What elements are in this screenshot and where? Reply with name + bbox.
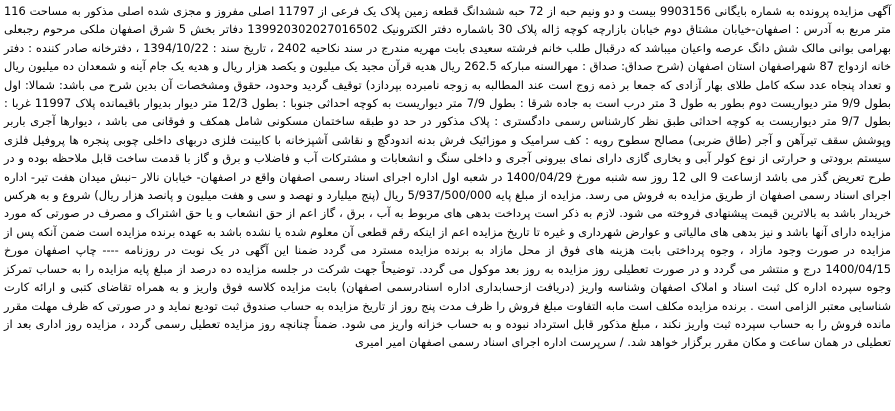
auction-notice-body: آگهی مزایده پرونده به شماره بایگانی 9903156 بیست و دو ونیم حبه از 72 حبه ششدانگ قطعه زمین پلاک یک فرعی از 11797 اصلی مفروز و مجزی شده اصلی مذکور به مساحت 116 متر مربع به آدرس : اصفهان-خیابان مشتاق دوم خیابان بازارچه کوچه ژاله پلاک 30 باشماره دفتر الکترونیک 139920302027016502 دفاتر بخش 5 شرق اصفهان ملکی مرحوم رجبعلی بهرامی بوانی مالک شش دانگ عرصه واعیان میباشد که درقبال طلب خانم فرشته سعیدی بابت مهریه مندرج در سند نکاحیه 2402 ، تاریخ سند : 1394/10/22 ، دفترخانه صادر کننده : دفتر خانه ازدواج 87 شهراصفهان استان اصفهان (شرح صداق: صداق : مهرالسنه مبارکه 262.5 ریال هدیه قرآن مجید یک میلیون و یکصد هزار ریال و هدیه یک جام آینه و شمعدان ده میلیون ریال و تعداد پنجاه عدد سکه کامل طلای بهار آزادی که جمعا بر ذمه زوج است عند المطالبه به زوجه نامبرده بپردازد) توقیف گردید وحدود، حقوق ومشخصات آن بدین شرح می باشد: شمالا: اول بطول 9/9 متر دیواریست دوم بطور به طول 3 متر درب است به جاده شرقا : بطول 7/9 متر دیواریست به کوچه احداثی جنوبا : بطول 12/3 متر دیوار بدیوار باقیمانده پلاک 11997 غربا : بطول 9/7 متر دیواریست به کوچه احداثی طبق نظر کارشناس رسمی دادگستری : پلاک مذکور در حد دو طبقه ساختمان مسکونی شامل همکف و فوقانی می باشد ، دیوارها آجری باربر وپوشش سقف تیرآهن و آجر (طاق ضربی) مصالح سطوح رویه : کف سرامیک و موزائیک فرش بدنه اندودگچ و نقاشی آشپزخانه با کابینت فلزی دربهای داخلی چوبی پنجره ها پروفیل فلزی سیستم برودتی و حرارتی از نوع کولر آبی و بخاری گازی دارای نمای بیرونی آجری و داخلی سنگ و انشعابات و مشترکات آب و فاضلاب و برق و گاز با قدمت ساخت قابل ملاحظه بوده و در طرح تعریض گذر می باشد ازساعت 9 الی 12 روز سه شنبه مورخ 1400/04/29 در شعبه اول اداره اجرای اسناد رسمی اصفهان واقع در اصفهان- خیابان نالار –نبش میدان هفت تیر- اداره اجرای اسناد رسمی اصفهان از طریق مزایده به فروش می رسد. مزایده از مبلغ پایه 5/937/500/000 ریال (پنج میلیارد و نهصد و سی و هفت میلیون و پانصد هزار ریال) شروع و به هرکس خریدار باشد به بالاترین قیمت پیشنهادی فروخته می شود. لازم به ذکر است پرداخت بدهی های مربوط به آب ، برق ، گاز اعم از حق انشعاب و یا حق اشتراک و مصرف در صورتی که مورد مزایده دارای آنها باشد و نیز بدهی های مالیاتی و عوارض شهرداری و غیره تا تاریخ مزایده اعم از اینکه رقم قطعی آن معلوم شده یا نشده باشد به عهده برنده مزایده است ضمن آنکه پس از مزایده در صورت وجود مازاد ، وجوه پرداختی بابت هزینه های فوق از محل مازاد به برنده مزایده مسترد می گردد ضمنا این آگهی در یک نوبت در روزنامه ---- چاپ اصفهان مورخ 1400/04/15 درج و منتشر می گردد و در صورت تعطیلی روز مزایده به روز بعد موکول می گردد. توضیحاً جهت شرکت در جلسه مزایده ده درصد از مبلغ پایه مزایده را به حساب تمرکز وجوه سپرده اداره کل ثبت اسناد و املاک اصفهان وشناسه واریز (دریافت ازحسابداری اداره اسنادرسمی اصفهان) بابت مزایده کلاسه فوق واریز و به همراه تقاضای کتبی و ارائه کارت شناسایی معتبر الزامی است . برنده مزایده مکلف است مابه التفاوت مبلغ فروش را ظرف مدت پنج روز از تاریخ مزایده به حساب صندوق ثبت تودیع نماید و در صورتی که ظرف مهلت مقرر مانده فروش را به حساب سپرده ثبت واریز نکند ، مبلغ مذکور قابل استرداد نبوده و به حساب خزانه واریز می شود. ضمناً چنانچه روز مزایده تعطیل رسمی گردد ، مزایده روز اداری بعد از تعطیلی در همان ساعت و مکان مقرر برگزار خواهد شد. / سرپرست اداره اجرای اسناد رسمی اصفهان امیر امیری — [4, 4, 892, 350]
